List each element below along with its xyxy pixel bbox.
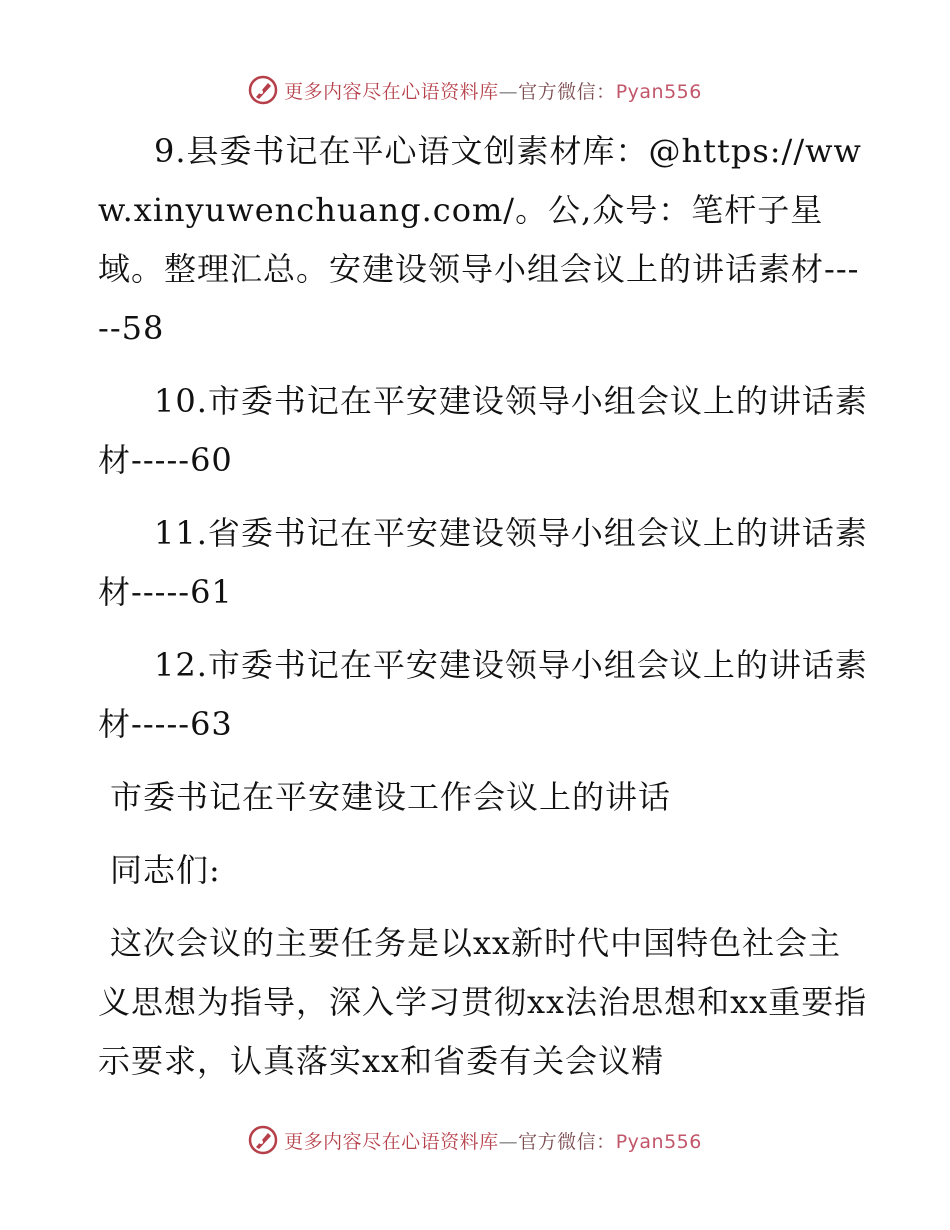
watermark-handle: Pyan556	[615, 80, 702, 103]
speech-title: 市委书记在平安建设工作会议上的讲话	[110, 778, 672, 816]
watermark-text: 更多内容尽在心语资料库	[284, 1130, 499, 1153]
speech-body: 这次会议的主要任务是以xx新时代中国特色社会主义思想为指导，深入学习贯彻xx法治思想和xx重要指示要求，认真落实xx和省委有关会议精	[98, 924, 868, 1080]
toc-entry: 10.市委书记在平安建设领导小组会议上的讲话素材-----60	[98, 382, 868, 479]
document-body	[98, 122, 868, 1105]
watermark-handle: Pyan556	[615, 1130, 702, 1153]
watermark-text: 更多内容尽在心语资料库	[284, 80, 499, 103]
toc-entry: 11.省委书记在平安建设领导小组会议上的讲话素材-----61	[98, 514, 868, 611]
toc-entry: 12.市委书记在平安建设领导小组会议上的讲话素材-----63	[98, 646, 868, 743]
watermark-wechat-label: 官方微信：	[518, 1130, 616, 1153]
footer-watermark	[0, 1120, 950, 1160]
header-watermark	[0, 70, 950, 110]
toc-entry: 9.县委书记在平心语文创素材库：@https://www.xinyuwenchuang.com/。公,众号：笔杆子星域。整理汇总。安建设领导小组会议上的讲话素材-----58	[98, 132, 862, 347]
watermark-dash: —	[498, 1130, 519, 1153]
pen-logo-icon	[248, 1125, 278, 1155]
speech-salutation: 同志们:	[110, 851, 221, 889]
watermark-dash: —	[498, 80, 519, 103]
pen-logo-icon	[248, 75, 278, 105]
watermark-wechat-label: 官方微信：	[518, 80, 616, 103]
